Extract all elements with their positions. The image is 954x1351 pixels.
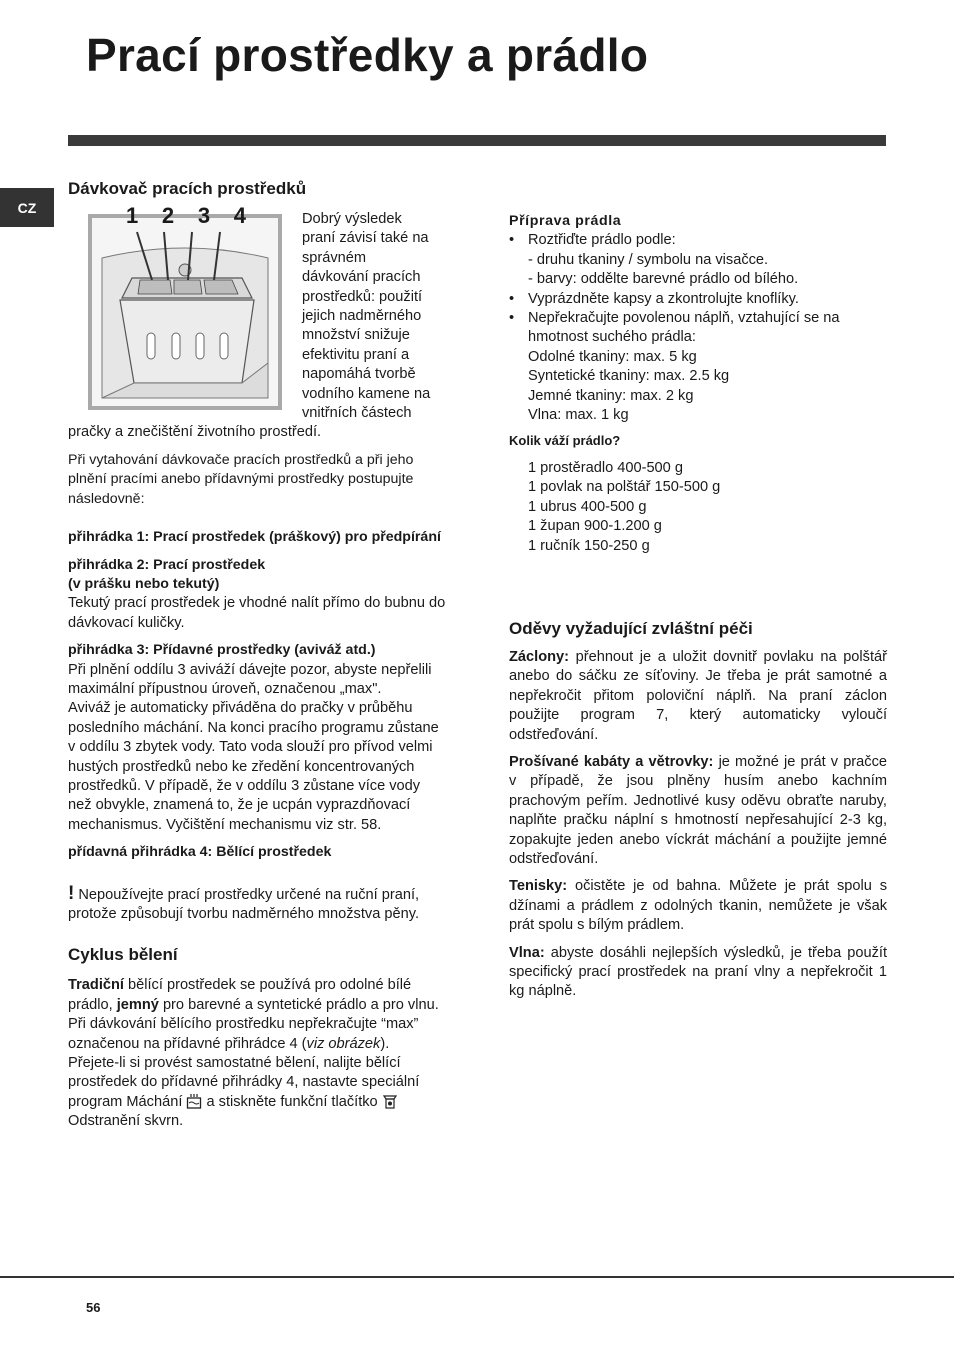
label-3: 3 xyxy=(197,203,211,228)
bleach-p2-end: ). xyxy=(380,1035,390,1052)
prep-item-text: Roztřiďte prádlo podle: xyxy=(528,232,676,249)
page-number: 56 xyxy=(86,1300,101,1315)
intro-line: efektivitu praní a xyxy=(302,346,410,363)
bleach-gentle-label: jemný xyxy=(116,996,159,1013)
weight-item: 1 župan 900-1.200 g xyxy=(528,518,662,535)
compartment-3-text-2: Aviváž je automaticky přiváděna do pračky v průběhu posledního máchání. Na konci pracího programu zůstane v oddílu 3 zbytek vody. Tato voda slouží pro přívod velmi hustých prostředků nebo ke zředění koncentrovaných prostředků. V případě, že v oddílu 3 zůstane více vody než obvykle, znamená to, že je ucpán vyprazdňovací mechanismus. Vyčištění mechanismu viz str. 58. xyxy=(68,700,439,833)
label-4: 4 xyxy=(233,203,246,228)
bleach-heading: Cyklus bělení xyxy=(68,945,178,965)
bleach-p3-text-a: Přejete-li si provést samostatné bělení, nalijte bělící prostředek do přídavné přihrádky 4, nastavte speciální program Máchání xyxy=(68,1055,420,1110)
stain-removal-icon xyxy=(382,1093,398,1109)
dispenser-heading: Dávkovač pracích prostředků xyxy=(68,179,307,198)
prep-subitem: Jemné tkaniny: max. 2 kg xyxy=(528,387,694,404)
care-text: abyste dosáhli nejlepších výsledků, je třeba použít specifický prací prostředek na praní vlny a nepřekročit 1 kg náplně. xyxy=(509,944,888,1000)
weight-item: 1 ubrus 400-500 g xyxy=(528,498,647,515)
bleach-p2-italic: viz obrázek xyxy=(306,1035,381,1052)
warning-note xyxy=(68,884,446,925)
intro-line: prostředků: použití xyxy=(302,288,423,305)
label-2: 2 xyxy=(161,203,175,228)
intro-line: vnitřních částech xyxy=(302,405,412,422)
prep-subitem: - druhu tkaniny / symbolu na visačce. xyxy=(528,251,769,268)
prep-subitem: Syntetické tkaniny: max. 2.5 kg xyxy=(528,368,730,385)
dispenser-illustration xyxy=(88,203,282,410)
page-title: Prací prostředky a prádlo xyxy=(86,29,649,81)
left-column xyxy=(68,178,446,1132)
right-column xyxy=(509,212,887,1002)
footer-divider xyxy=(0,1276,954,1278)
prep-list xyxy=(509,231,887,425)
care-wool xyxy=(509,944,887,1002)
compartment-3-title: přihrádka 3: Přídavné prostředky (aviváž atd.) xyxy=(68,642,376,659)
weight-item: 1 povlak na polštář 150-500 g xyxy=(528,479,721,496)
bleach-traditional-text: bělící prostředek se používá pro odolné bílé prádlo, xyxy=(68,977,412,1013)
weight-item: 1 ručník 150-250 g xyxy=(528,537,650,554)
prep-item xyxy=(509,309,887,425)
compartment-2-title: přihrádka 2: Prací prostředek xyxy=(68,556,266,573)
label-1: 1 xyxy=(126,203,139,228)
title-divider xyxy=(68,135,886,146)
bleach-paragraph-1 xyxy=(68,976,446,1015)
care-sneakers xyxy=(509,877,887,935)
prep-subitem: - barvy: oddělte barevné prádlo od bílého. xyxy=(528,271,799,288)
prep-title: Příprava prádla xyxy=(509,213,622,229)
compartment-3-text-1: Při plnění oddílu 3 aviváží dávejte pozor, abyste nepřelili maximální přípustnou úroveň, označenou „max". xyxy=(68,661,432,697)
intro-line: správném xyxy=(302,249,367,266)
bleach-gentle-text: pro barevné a syntetické prádlo a pro vlnu. xyxy=(162,996,439,1013)
weight-list xyxy=(509,459,887,556)
care-label: Záclony: xyxy=(509,648,570,665)
intro-line: Dobrý výsledek xyxy=(302,211,402,227)
warning-icon: ! xyxy=(68,882,75,904)
compartment-2-subtitle: (v prášku nebo tekutý) xyxy=(68,575,220,592)
bleach-p3-text-b: a stiskněte funkční tlačítko xyxy=(206,1093,378,1110)
intro-line: praní závisí také na xyxy=(302,230,429,247)
compartment-1-title: přihrádka 1: Prací prostředek (práškový) pro předpírání xyxy=(68,529,441,546)
care-text: je možné je prát v pračce v případě, že jsou plněny husím anebo kachním prachovým peřím. Jednotlivé kusy oděvu obraťte naruby, naplňte pračku náplní s hmotností nepřesahující 2-3 kg, zopakujte jeden anebo víckrát máchání a použijte jemné odstřeďování. xyxy=(509,753,887,867)
care-text: očistěte je od bahna. Můžete je prát spolu s džínami a prádlem z odolných tkanin, nemůžete je však prát spolu s bílým prádlem. xyxy=(509,878,887,934)
bleach-traditional-label: Tradiční xyxy=(68,977,124,994)
compartment-4-title: přídavná přihrádka 4: Bělící prostředek xyxy=(68,844,332,861)
intro-line: množství snižuje xyxy=(302,327,410,344)
prep-item xyxy=(509,231,887,289)
care-curtains xyxy=(509,648,887,745)
prep-item-text: Nepřekračujte povolenou náplň, vztahující se na hmotnost suchého prádla: xyxy=(528,310,840,346)
bleach-paragraph-2 xyxy=(68,1015,446,1054)
prep-subitem: Odolné tkaniny: max. 5 kg xyxy=(528,348,697,365)
detergent-drawer-image xyxy=(92,218,278,406)
compartment-number-labels xyxy=(126,203,246,228)
dispenser-section xyxy=(68,203,446,443)
intro-tail: pračky a znečištění životního prostředí. xyxy=(68,424,322,441)
bleach-paragraph-3 xyxy=(68,1054,446,1132)
prep-item xyxy=(509,290,887,309)
dispenser-instructions: Při vytahování dávkovače pracích prostředků a při jeho plnění pracími anebo přídavnými prostředky postupujte následovně: xyxy=(68,451,414,507)
compartment-2-text: Tekutý prací prostředek je vhodné nalít přímo do bubnu do dávkovací kuličky. xyxy=(68,595,446,631)
special-care-heading: Oděvy vyžadující zvláštní péči xyxy=(509,618,753,638)
warning-text: Nepoužívejte prací prostředky určené na ruční praní, protože způsobují tvorbu nadměrného množstva pěny. xyxy=(68,886,420,922)
weight-item: 1 prostěradlo 400-500 g xyxy=(528,459,683,476)
prep-subitem: Vlna: max. 1 kg xyxy=(528,407,629,424)
care-label: Vlna: xyxy=(509,944,545,961)
weight-title: Kolik váží prádlo? xyxy=(509,433,621,449)
intro-line: napomáhá tvorbě xyxy=(302,366,416,383)
bleach-p2-text: Při dávkování bělícího prostředku nepřekračujte “max” označenou na přídavné přihrádce 4 ( xyxy=(68,1016,419,1052)
care-text: přehnout je a uložit dovnitř povlaku na polštář anebo do sáčku ze síťoviny. Je třeba je prát samotné a nepřekročit přitom poloviční náplň. Na praní záclon použijte program 7, který automaticky vyloučí odstřeďování. xyxy=(509,648,887,743)
intro-line: dávkování pracích xyxy=(302,269,421,286)
intro-line: vodního kamene na xyxy=(302,385,431,402)
rinse-icon xyxy=(186,1093,202,1109)
care-label: Tenisky: xyxy=(509,878,568,895)
care-label: Prošívané kabáty a větrovky: xyxy=(509,753,714,770)
prep-item-text: Vyprázdněte kapsy a zkontrolujte knoflíky. xyxy=(528,290,799,307)
dispenser-figure xyxy=(68,203,302,414)
language-tab: CZ xyxy=(0,188,54,227)
bleach-p3-text-c: Odstranění skvrn. xyxy=(68,1113,184,1130)
care-quilted-jackets xyxy=(509,753,887,869)
intro-line: jejich nadměrného xyxy=(302,308,422,325)
